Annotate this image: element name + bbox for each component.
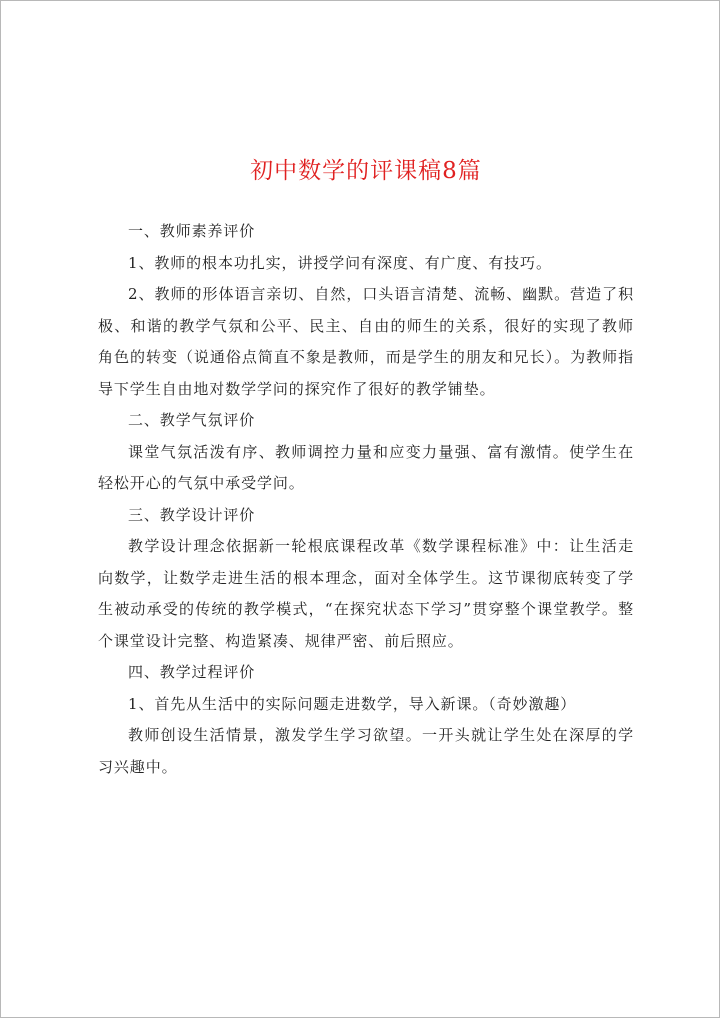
document-body xyxy=(98,216,634,783)
paragraph-atmosphere: 课堂气氛活泼有序、教师调控力量和应变力量强、富有激情。使学生在轻松开心的气氛中承受学问。 xyxy=(98,442,634,492)
document-title: 初中数学的评课稿8篇 xyxy=(250,158,482,184)
section-heading-design: 三、教学设计评价 xyxy=(128,505,256,524)
section-heading-atmosphere: 二、教学气氛评价 xyxy=(128,411,256,429)
paragraph-intro-new-lesson: 1、首先从生活中的实际问题走进数学，导入新课。（奇妙激趣） xyxy=(128,694,577,713)
paragraph-design: 教学设计理念依据新一轮根底课程改革《数学课程标准》中：让生活走向数学，让数学走进生活的根本理念，面对全体学生。这节课彻底转变了学生被动承受的传统的教学模式，“在探究状态下学习”贯穿整个课堂教学。整个课堂设计完整、构造紧凑、规律严密、前后照应。 xyxy=(98,537,634,650)
section-heading-process: 四、教学过程评价 xyxy=(128,663,256,681)
section-heading-teacher-quality: 一、教师素养评价 xyxy=(128,222,256,240)
paragraph-basic-skills: 1、教师的根本功扎实，讲授学问有深度、有广度、有技巧。 xyxy=(128,253,552,272)
paragraph-body-language: 2、教师的形体语言亲切、自然，口头语言清楚、流畅、幽默。营造了积极、和谐的教学气氛和公平、民主、自由的师生的关系，很好的实现了教师角色的转变（说通俗点简直不象是教师，而是学生的朋友和兄长）。为教师指导下学生自由地对数学学问的探究作了很好的教学铺垫。 xyxy=(98,285,634,398)
paragraph-life-scenario: 教师创设生活情景，激发学生学习欲望。一开头就让学生处在深厚的学习兴趣中。 xyxy=(98,726,634,776)
